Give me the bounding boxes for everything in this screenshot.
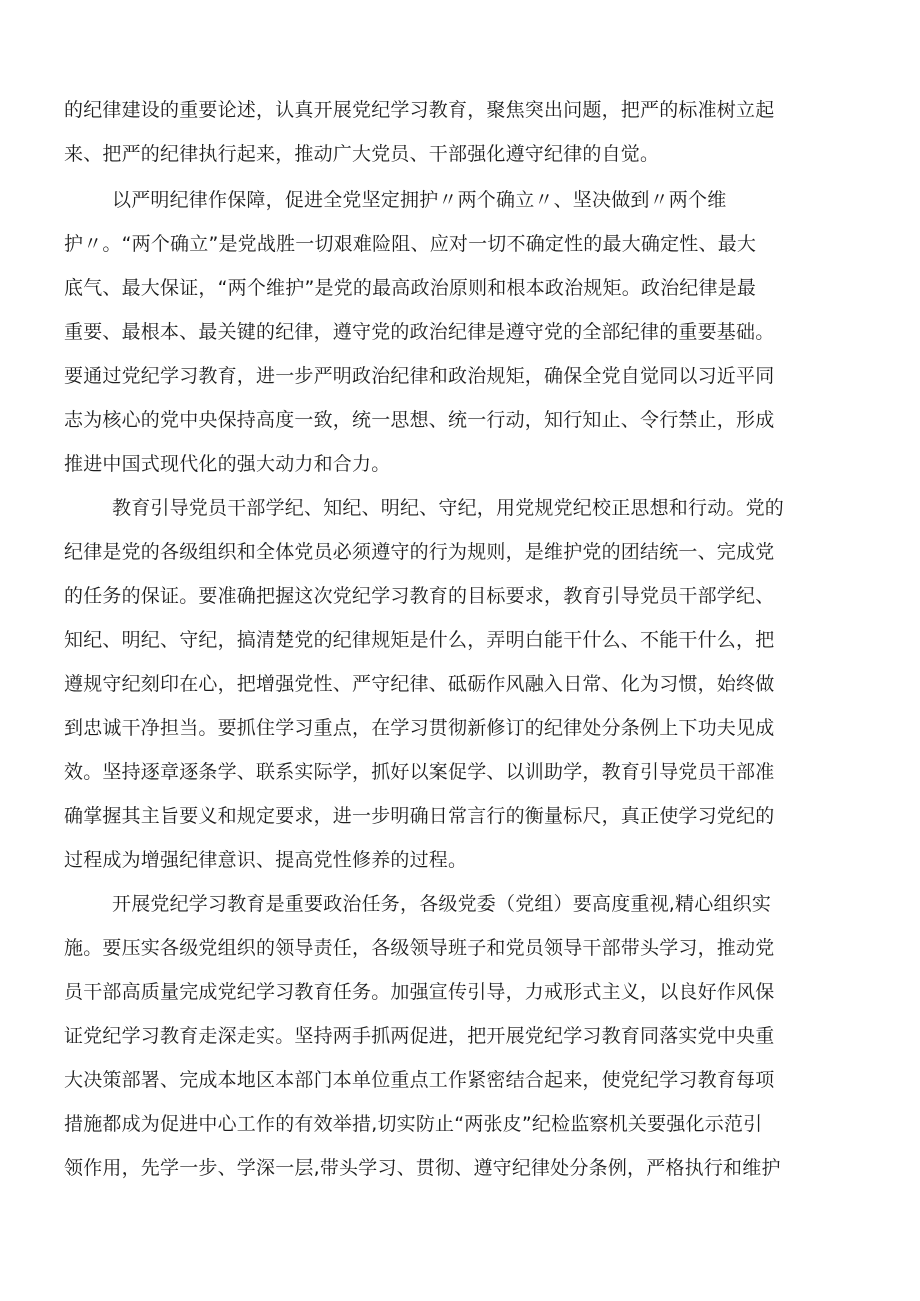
text-line: 来、把严的纪律执行起来，推动广大党员、干部强化遵守纪律的自觉。 <box>64 143 660 165</box>
paragraph-first-line: 以严明纪律作保障，促进全党坚定拥护〃两个确立〃、坚决做到〃两个维 <box>112 189 727 211</box>
text-line: 要通过党纪学习教育，进一步严明政治纪律和政治规矩，确保全党自觉同以习近平同 <box>64 365 775 387</box>
text-line: 纪律是党的各级组织和全体党员必须遵守的行为规则，是维护党的团结统一、完成党 <box>64 541 775 563</box>
text-line: 大决策部署、完成本地区本部门本单位重点工作紧密结合起来，使党纪学习教育每项 <box>64 1069 775 1091</box>
text-line: 确掌握其主旨要义和规定要求，进一步明确日常言行的衡量标尺，真正使学习党纪的 <box>64 805 775 827</box>
text-line: 证党纪学习教育走深走实。坚持两手抓两促进，把开展党纪学习教育同落实党中央重 <box>64 1025 775 1047</box>
text-line: 底气、最大保证，“两个维护”是党的最高政治原则和根本政治规矩。政治纪律是最 <box>64 277 757 299</box>
text-line: 推进中国式现代化的强大动力和合力。 <box>64 453 391 475</box>
text-line: 志为核心的党中央保持高度一致，统一思想、统一行动，知行知止、令行禁止，形成 <box>64 409 775 431</box>
text-line: 过程成为增强纪律意识、提高党性修养的过程。 <box>64 849 468 871</box>
text-line: 遵规守纪刻印在心，把增强党性、严守纪律、砥砺作风融入日常、化为习惯，始终做 <box>64 673 775 695</box>
text-line: 知纪、明纪、守纪，搞清楚党的纪律规矩是什么，弄明白能干什么、不能干什么，把 <box>64 629 775 651</box>
paragraph-first-line: 教育引导党员干部学纪、知纪、明纪、守纪，用党规党纪校正思想和行动。党的 <box>112 497 785 519</box>
text-line: 施。要压实各级党组织的领导责任，各级领导班子和党员领导干部带头学习，推动党 <box>64 937 775 959</box>
paragraph-first-line: 开展党纪学习教育是重要政治任务，各级党委（党组）要高度重视,精心组织实 <box>112 893 772 915</box>
text-line: 领作用，先学一步、学深一层,带头学习、贯彻、遵守纪律处分条例，严格执行和维护 <box>64 1157 781 1179</box>
text-line: 到忠诚干净担当。要抓住学习重点，在学习贯彻新修订的纪律处分条例上下功夫见成 <box>64 717 775 739</box>
text-line: 的任务的保证。要准确把握这次党纪学习教育的目标要求，教育引导党员干部学纪、 <box>64 585 775 607</box>
text-line: 护〃。“两个确立”是党战胜一切艰难险阻、应对一切不确定性的最大确定性、最大 <box>64 233 757 255</box>
text-line: 的纪律建设的重要论述，认真开展党纪学习教育，聚焦突出问题，把严的标准树立起 <box>64 99 775 121</box>
text-line: 员干部高质量完成党纪学习教育任务。加强宣传引导，力戒形式主义，以良好作风保 <box>64 981 775 1003</box>
text-line: 效。坚持逐章逐条学、联系实际学，抓好以案促学、以训助学，教育引导党员干部准 <box>64 761 775 783</box>
text-line: 重要、最根本、最关键的纪律，遵守党的政治纪律是遵守党的全部纪律的重要基础。 <box>64 321 775 343</box>
text-line: 措施都成为促进中心工作的有效举措,切实防止“两张皮”纪检监察机关要强化示范引 <box>64 1113 763 1135</box>
